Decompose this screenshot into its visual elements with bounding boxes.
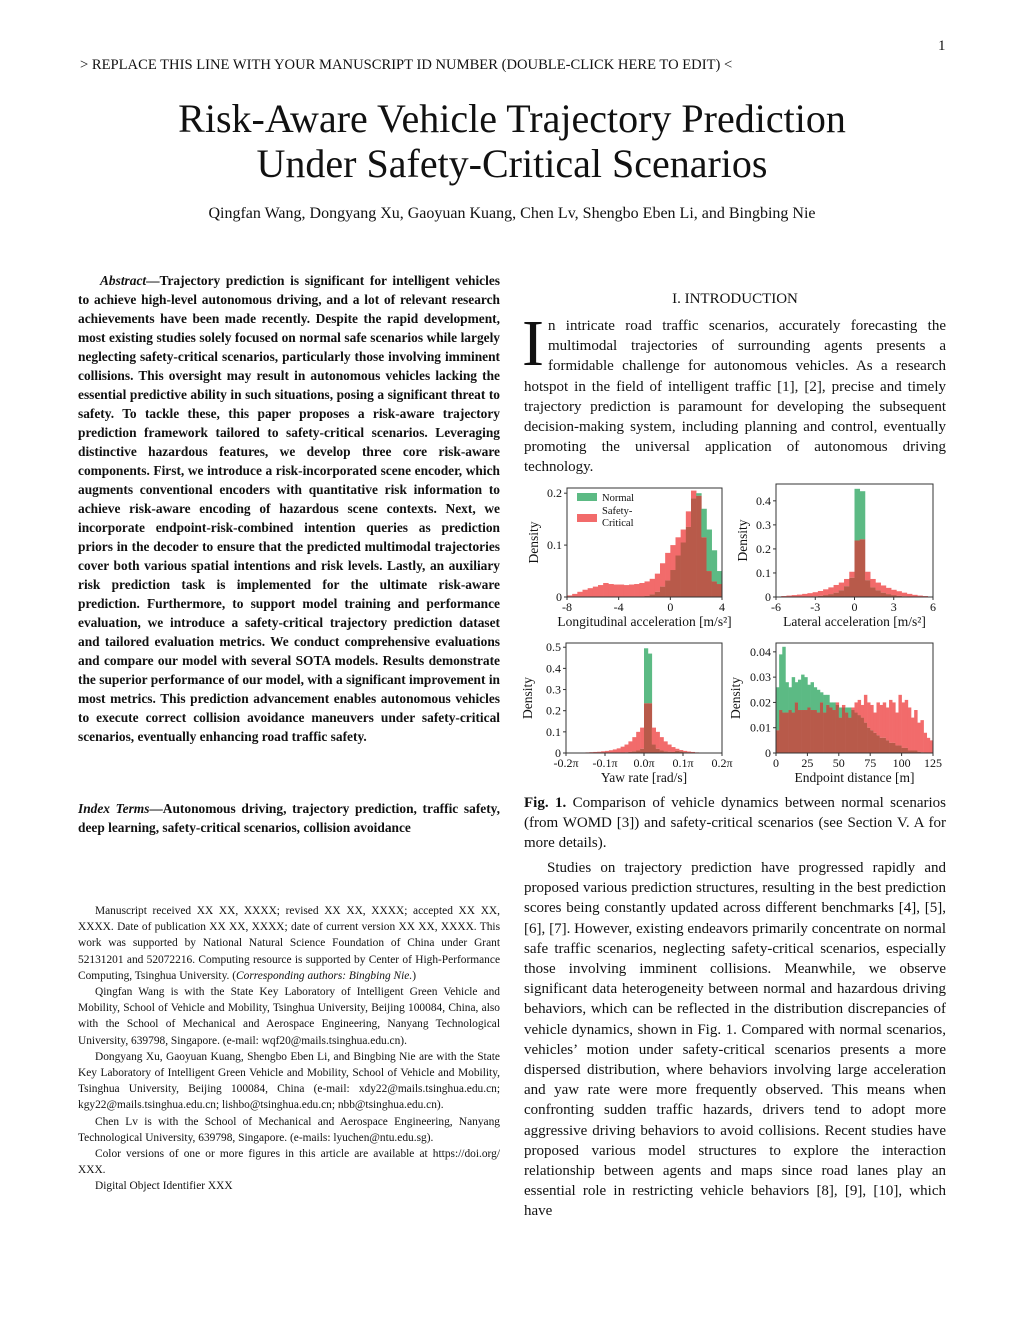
drop-cap: I <box>522 307 544 380</box>
histogram-bar-overlap <box>873 733 876 753</box>
histogram-bar-safety-critical <box>691 491 696 499</box>
histogram-bar-safety-critical <box>905 700 908 748</box>
histogram-bar-safety-critical <box>665 553 670 581</box>
histogram-bar-overlap <box>681 543 686 598</box>
histogram-bar-safety-critical <box>865 572 871 580</box>
y-tick-label: 0.04 <box>750 644 771 659</box>
histogram-bar-safety-critical <box>634 584 639 597</box>
histogram-bar-safety-critical <box>883 702 886 737</box>
histogram-bar-safety-critical <box>828 587 834 594</box>
x-tick-label: 0.2π <box>711 756 733 770</box>
histogram-bar-safety-critical <box>687 752 691 753</box>
footnote-affiliation-2: Dongyang Xu, Gaoyuan Kuang, Shengbo Eben Li, and Bingbing Nie are with the State Key Laboratory of Intelligent Green Vehicle and Mobility, School of Vehicle and Mobility, Tsinghua University, Beijing 100084, China (e-mail: xdy22@mails.tsinghua.edu.cn; kgy22@mails.tsinghua.edu.cn; lishbo@tsinghua.edu.cn; nbb@tsinghua.edu.cn). <box>78 1050 500 1112</box>
y-tick-label: 0 <box>765 746 771 760</box>
x-tick-label: 0 <box>851 600 858 614</box>
histogram-bar-overlap <box>814 710 817 753</box>
page-number: 1 <box>938 38 946 54</box>
histogram-bar-overlap <box>826 705 829 753</box>
histogram-bar-safety-critical <box>628 741 632 752</box>
histogram-bar-safety-critical <box>650 579 655 595</box>
histogram-bar-safety-critical <box>886 588 892 594</box>
histogram-bar-overlap <box>865 580 871 597</box>
histogram-bar-normal <box>826 695 829 705</box>
histogram-bar-normal <box>648 654 652 704</box>
x-axis-label: Yaw rate [rad/s] <box>600 770 688 785</box>
histogram-bar-overlap <box>851 710 854 753</box>
x-tick-label: 4 <box>719 600 725 614</box>
x-tick-label: 0.1π <box>672 756 694 770</box>
y-axis-label: Density <box>526 521 541 564</box>
histogram-bar-overlap <box>696 496 701 597</box>
y-tick-label: 0.02 <box>750 695 771 710</box>
histogram-bar-overlap <box>660 587 665 597</box>
histogram-bar-overlap <box>655 592 660 597</box>
histogram-bar-safety-critical <box>818 591 824 596</box>
histogram-bar-normal <box>792 677 795 712</box>
histogram-bar-safety-critical <box>593 587 598 597</box>
histogram-bar-safety-critical <box>844 579 850 586</box>
index-terms <box>78 799 500 837</box>
histogram-bar-normal <box>782 647 785 713</box>
histogram-bar-safety-critical <box>679 750 683 751</box>
histogram-bar-overlap <box>881 593 887 597</box>
histogram-bar-safety-critical <box>891 590 897 595</box>
y-tick-label: 0.01 <box>750 720 771 735</box>
histogram-bar-safety-critical <box>683 751 687 752</box>
histogram-bar-safety-critical <box>927 738 930 753</box>
histogram-bar-overlap <box>804 710 807 753</box>
corresponding-authors: Corresponding authors: Bingbing Nie. <box>236 969 413 982</box>
histogram-bar-safety-critical <box>617 748 621 752</box>
histogram-bar-overlap <box>707 571 712 597</box>
x-tick-label: -6 <box>771 600 781 614</box>
histogram-bar-overlap <box>870 587 876 597</box>
histogram-bar-overlap <box>855 541 861 598</box>
histogram-bar-normal <box>712 550 717 581</box>
histogram-bar-safety-critical <box>902 702 905 748</box>
x-axis-label: Longitudinal acceleration [m/s²] <box>557 614 732 629</box>
histogram-bar-normal <box>845 707 848 712</box>
histogram-bar-overlap <box>789 710 792 753</box>
histogram-bar-overlap <box>839 590 845 597</box>
footnote-text: ) <box>412 969 416 982</box>
y-tick-label: 0.03 <box>750 670 771 685</box>
histogram-bar-safety-critical <box>667 745 671 752</box>
histogram-bar-safety-critical <box>660 737 664 750</box>
histogram-bar-safety-critical <box>652 728 656 745</box>
x-tick-label: 25 <box>801 756 814 770</box>
intro-paragraph-1 <box>522 307 946 478</box>
histogram-bar-overlap <box>895 745 898 753</box>
histogram-bar-overlap <box>782 713 785 753</box>
histogram-bar-safety-critical <box>624 585 629 597</box>
histogram-bar-safety-critical <box>629 585 634 597</box>
histogram-bar-safety-critical <box>875 583 881 591</box>
histogram-bar-safety-critical <box>603 583 608 597</box>
histogram-bar-normal <box>814 687 817 710</box>
x-tick-label: 0 <box>667 600 674 614</box>
x-tick-label: 100 <box>892 756 911 770</box>
y-tick-label: 0.1 <box>547 538 562 553</box>
histogram-bar-normal <box>789 687 792 710</box>
histogram-bar-safety-critical <box>851 707 854 710</box>
histogram-bar-overlap <box>836 705 839 753</box>
footnote-text: Manuscript received XX XX, XXXX; revised XX XX, XXXX; accepted XX XX, XXXX. Date of publication XX XX, XXXX; date of current version XX XX, XXXX. This work was supported by National Natural Science Foundation of China under Grant 52131201 and 52072216. Computing resource is supported by Center of High-Performance Computing, Tsinghua University. ( <box>78 905 500 982</box>
histogram-bar-safety-critical <box>892 702 895 742</box>
histogram-bar-safety-critical <box>924 733 927 753</box>
histogram-bar-safety-critical <box>864 695 867 723</box>
histogram-bar-safety-critical <box>640 728 644 749</box>
x-tick-label: -0.1π <box>592 756 618 770</box>
histogram-bar-safety-critical <box>813 592 819 596</box>
histogram-bar-overlap <box>864 723 867 753</box>
histogram-bar-safety-critical <box>849 572 855 578</box>
histogram-bar-safety-critical <box>867 702 870 727</box>
y-tick-label: 0.4 <box>546 661 561 676</box>
x-tick-label: -3 <box>810 600 821 614</box>
legend-label-safety-critical: Critical <box>602 518 634 529</box>
footnote-color-versions: Color versions of one or more figures in this article are available at https://doi.org/ XXX. <box>78 1148 500 1177</box>
histogram-bar-overlap <box>811 710 814 753</box>
histogram-bar-safety-critical <box>655 574 660 592</box>
histogram-bar-safety-critical <box>621 747 625 753</box>
histogram-bar-normal <box>644 648 648 703</box>
histogram-bar-safety-critical <box>858 700 861 715</box>
histogram-bar-safety-critical <box>807 593 813 596</box>
histogram-bar-safety-critical <box>660 563 665 586</box>
histogram-bar-overlap <box>839 718 842 753</box>
histogram-bar-normal <box>696 493 701 496</box>
histogram-bar-overlap <box>892 743 895 753</box>
histogram-bar-overlap <box>849 578 855 597</box>
y-tick-label: 0 <box>555 746 561 760</box>
histogram-bar-safety-critical <box>895 713 898 746</box>
histogram-bar-normal <box>848 707 851 717</box>
histogram-bar-safety-critical <box>664 741 668 751</box>
histogram-bar-safety-critical <box>907 594 913 597</box>
histogram-bar-safety-critical <box>870 579 876 587</box>
x-tick-label: -0.2π <box>553 756 579 770</box>
y-tick-label: 0.2 <box>546 703 561 718</box>
x-tick-label: 75 <box>864 756 877 770</box>
histogram-bar-normal <box>795 682 798 702</box>
intro-paragraph-1-text: n intricate road traffic scenarios, accurately forecasting the multimodal trajectories of surrounding agents presents a formidable challenge for autonomous vehicles. As a research hotspot in the field of intelligent traffic [1], [2], precise and timely trajectory prediction is paramount for developing the subsequent decision-making system, including planning and control, eventually promoting the universal application of autonomous driving technology. <box>524 318 946 476</box>
abstract-text: Trajectory prediction is significant for intelligent vehicles to achieve high-level autonomous driving, and a lot of relevant research achievements have been made recently. Despite the rapid development, most existing studies solely focused on normal safe scenarios while largely neglecting safety-critical scenarios, particularly those involving imminent collisions. This oversight may result in autonomous vehicles lacking the essential predictive ability in such situations, posing a significant threat to safety. To tackle these, this paper proposes a risk-aware trajectory prediction framework tailored to safety-critical scenarios. Leveraging distinctive hazardous features, we develop three core risk-aware components. First, we introduce a risk-incorporated scene encoder, which augments conventional encoders with quantitative risk information to achieve risk-aware encoding of hazardous scene contexts. Next, we incorporate endpoint-risk-combined intention queries as prediction priors in the decoder to ensure that the predicted multimodal trajectories cover both various spatial intentions and risk levels. Lastly, an auxiliary risk prediction task is implemented for the ultimate risk-aware prediction. Furthermore, to support model training and performance evaluation, we introduce a safety-critical trajectory prediction dataset and tailored evaluation metrics. We conduct comprehensive evaluations and compare our model with several SOTA models. Results demonstrate the superior performance of our model, with a significant improvement in most metrics. This prediction advancement enables autonomous vehicles to execute correct collision avoidance maneuvers under safety-critical scenarios, eventually enhancing road traffic safety. <box>78 273 500 744</box>
histogram-bar-safety-critical <box>675 749 679 751</box>
title-line-1: Risk-Aware Vehicle Trajectory Prediction <box>178 96 846 141</box>
x-axis-label: Endpoint distance [m] <box>794 770 915 785</box>
histogram-bar-normal <box>811 682 814 710</box>
histogram-bar-safety-critical <box>920 720 923 752</box>
histogram-bar-safety-critical <box>636 732 640 751</box>
histogram-bar-overlap <box>717 584 722 597</box>
histogram-bar-safety-critical <box>902 593 908 597</box>
histogram-bar-overlap <box>798 710 801 753</box>
legend-swatch-safety-critical <box>577 514 597 522</box>
histogram-bar-normal <box>860 491 866 539</box>
histogram-bar-overlap <box>870 730 873 753</box>
y-tick-label: 0 <box>765 590 771 604</box>
histogram-bar-normal <box>817 690 820 713</box>
histogram-bar-safety-critical <box>886 707 889 740</box>
histogram-bar-safety-critical <box>802 594 808 597</box>
histogram-bar-overlap <box>665 580 670 597</box>
y-tick-label: 0 <box>556 590 562 604</box>
histogram-bar-safety-critical <box>834 585 840 593</box>
histogram-bar-safety-critical <box>598 585 603 597</box>
histogram-bar-overlap <box>876 735 879 753</box>
y-axis-label: Density <box>728 677 743 719</box>
histogram-bar-safety-critical <box>912 595 918 597</box>
histogram-bar-safety-critical <box>676 537 681 555</box>
histogram-bar-normal <box>807 685 810 708</box>
y-tick-label: 0.3 <box>546 682 561 697</box>
histogram-bar-overlap <box>779 710 782 753</box>
histogram-bar-overlap <box>829 707 832 753</box>
histogram-bar-overlap <box>875 590 881 597</box>
histogram-bar-overlap <box>686 527 691 597</box>
title-line-2: Under Safety-Critical Scenarios <box>256 141 768 186</box>
footnote-affiliation-1: Qingfan Wang is with the State Key Laboratory of Intelligent Green Vehicle and Mobility, School of Vehicle and Mobility, Tsinghua University, Beijing 100084, China, also with the School of Mechanical and Aerospace Engineering, Nanyang Technological University, 639798, Singapore. (e-mail: wqf20@mails.tsinghua.edu.cn). <box>78 986 500 1047</box>
histogram-bar-safety-critical <box>645 581 650 596</box>
histogram-bar-overlap <box>670 570 675 597</box>
histogram-bar-overlap <box>858 715 861 753</box>
paper-title <box>0 96 1024 186</box>
histogram-bar-safety-critical <box>881 585 887 592</box>
histogram-bar-overlap <box>817 713 820 753</box>
histogram-bar-overlap <box>844 586 850 597</box>
histogram-bar-safety-critical <box>614 585 619 597</box>
y-tick-label: 0.2 <box>547 486 562 501</box>
x-tick-label: 0.0π <box>633 756 655 770</box>
histogram-bar-overlap <box>792 713 795 753</box>
histogram-bar-normal <box>717 571 722 584</box>
histogram-bar-safety-critical <box>583 590 588 597</box>
histogram-bar-normal <box>779 654 782 710</box>
histogram-bar-safety-critical <box>911 718 914 751</box>
histogram-bar-safety-critical <box>823 589 829 595</box>
histogram-bar-safety-critical <box>839 583 845 591</box>
histogram-bar-overlap <box>676 555 681 597</box>
histogram-bar-safety-critical <box>880 705 883 738</box>
histogram-bar-normal <box>801 675 804 710</box>
x-tick-label: 3 <box>890 600 897 614</box>
histogram-bar-normal <box>833 702 836 710</box>
footnote <box>78 903 500 1195</box>
histogram-bar-overlap <box>860 539 866 597</box>
histogram-bar-normal <box>804 677 807 710</box>
histogram-bar-normal <box>798 680 801 710</box>
histogram-bar-safety-critical <box>842 705 845 708</box>
y-axis-label: Density <box>735 519 750 562</box>
histogram-bar-normal <box>776 687 779 730</box>
histogram-bar-overlap <box>691 498 696 597</box>
histogram-bar-safety-critical <box>671 747 675 752</box>
histogram-bar-overlap <box>823 713 826 753</box>
histogram-bar-normal <box>823 695 826 713</box>
legend-label-safety-critical: Safety- <box>602 506 633 517</box>
histogram-bar-normal <box>701 509 706 538</box>
histogram-bar-normal <box>855 489 861 541</box>
x-tick-label: 6 <box>930 600 936 614</box>
histogram-bar-overlap <box>652 745 656 753</box>
histogram-bar-normal <box>829 702 832 707</box>
histogram-bar-normal <box>820 692 823 702</box>
y-tick-label: 0.3 <box>756 517 771 532</box>
histogram-bar-overlap <box>889 743 892 753</box>
histogram-bar-normal <box>785 682 788 712</box>
histogram-bar-safety-critical <box>917 723 920 752</box>
x-axis-label: Lateral acceleration [m/s²] <box>783 614 926 629</box>
histogram-bar-overlap <box>776 730 779 753</box>
histogram-bar-overlap <box>883 738 886 753</box>
x-tick-label: 125 <box>924 756 942 770</box>
histogram-bar-overlap <box>712 581 717 597</box>
histogram-bar-overlap <box>656 749 660 753</box>
histogram-bar-safety-critical <box>896 591 902 596</box>
histogram-bar-safety-critical <box>619 585 624 597</box>
histogram-bar-safety-critical <box>588 588 593 597</box>
histogram-bar-safety-critical <box>625 745 629 753</box>
figure-1 <box>520 480 950 790</box>
figure-caption-text: Comparison of vehicle dynamics between normal scenarios (from WOMD [3]) and safety-critical scenarios (see Section V. A for more details). <box>524 795 946 852</box>
histogram-bar-safety-critical <box>681 530 686 543</box>
histogram-bar-overlap <box>842 707 845 753</box>
histogram-bar-overlap <box>701 537 706 597</box>
section-heading-introduction: I. INTRODUCTION <box>672 291 798 307</box>
histogram-bar-overlap <box>833 710 836 753</box>
histogram-bar-overlap <box>880 738 883 753</box>
histogram-bar-safety-critical <box>836 702 839 705</box>
histogram-bar-overlap <box>801 710 804 753</box>
intro-paragraph-2: Studies on trajectory prediction have progressed rapidly and proposed various prediction structures, resulting in the best prediction scores being constantly updated across different benchmarks [4], [5], [6], [7]. However, existing endeavors primarily concentrate on normal safe traffic scenarios, neglecting safety-critical scenarios, especially those involving imminent collisions. Meanwhile, we observe significant data heterogeneity between normal and hazardous driving behaviors, which can be reflected in the distribution discrepancies of vehicle dynamics, shown in Fig. 1. Compared with normal scenarios, vehicles’ motion under safety-critical scenarios presents a more dispersed distribution, where behaviors involving large acceleration and yaw rate were more frequently observed. This means when confronting sudden traffic hazards, drivers tend to adopt more aggressive driving behaviors to avoid collisions. Recent studies have proposed various model structures to explore the interaction relationship between agents and maps since road lanes play an essential role in restricting vehicle behaviors [8], [9], [10], which have <box>524 860 946 1220</box>
index-terms-dash: — <box>149 801 163 816</box>
abstract-dash: — <box>146 273 160 288</box>
histogram-bar-safety-critical <box>639 583 644 597</box>
x-tick-label: -8 <box>562 600 572 614</box>
histogram-bar-overlap <box>834 593 840 597</box>
histogram-bar-safety-critical <box>577 592 582 597</box>
histogram-bar-overlap <box>845 713 848 753</box>
abstract <box>78 271 500 746</box>
histogram-bar-overlap <box>644 703 648 753</box>
histogram-bar-overlap <box>807 707 810 753</box>
histogram-bar-safety-critical <box>613 749 617 753</box>
x-tick-label: 50 <box>832 756 845 770</box>
histogram-bar-safety-critical <box>873 713 876 733</box>
index-terms-text: Autonomous driving, trajectory prediction, traffic safety, deep learning, safety-critical scenarios, collision avoidance <box>78 801 500 835</box>
y-tick-label: 0.5 <box>546 640 561 655</box>
y-tick-label: 0.2 <box>756 541 771 556</box>
histogram-bar-safety-critical <box>898 695 901 746</box>
histogram-bar-safety-critical <box>914 710 917 750</box>
histogram-bar-normal <box>839 707 842 717</box>
y-tick-label: 0.1 <box>546 724 561 739</box>
figure-caption <box>524 793 946 854</box>
y-axis-label: Density <box>520 677 535 719</box>
legend-label-normal: Normal <box>602 493 635 504</box>
histogram-bar-safety-critical <box>632 737 636 751</box>
histogram-bar-overlap <box>848 718 851 753</box>
histogram-bar-overlap <box>640 749 644 753</box>
footnote-doi: Digital Object Identifier XXX <box>95 1180 233 1193</box>
histogram-bar-safety-critical <box>608 584 613 597</box>
histogram-bar-overlap <box>785 713 788 753</box>
histogram-bar-safety-critical <box>889 700 892 743</box>
x-tick-label: 0 <box>773 756 779 770</box>
histogram-bar-overlap <box>855 713 858 753</box>
x-tick-label: -4 <box>613 600 624 614</box>
histogram-bar-overlap <box>867 728 870 753</box>
histogram-bar-overlap <box>905 748 908 753</box>
abstract-label: Abstract <box>100 273 147 288</box>
figure-label: Fig. 1. <box>524 795 567 811</box>
histogram-bar-safety-critical <box>855 702 858 712</box>
footnote-affiliation-3: Chen Lv is with the School of Mechanical and Aerospace Engineering, Nanyang Technological University, 639798, Singapore. (e-mails: lyuchen@ntu.edu.sg). <box>78 1115 500 1144</box>
histogram-bar-overlap <box>648 703 652 753</box>
histogram-bar-overlap <box>886 740 889 753</box>
y-tick-label: 0.1 <box>756 565 771 580</box>
histogram-bar-overlap <box>861 718 864 753</box>
histogram-bar-overlap <box>820 702 823 753</box>
footnote-manuscript-info <box>78 903 500 984</box>
histogram-bar-overlap <box>795 702 798 753</box>
histogram-bar-overlap <box>898 745 901 753</box>
histogram-bar-safety-critical <box>908 707 911 750</box>
histogram-bar-normal <box>707 530 712 572</box>
author-list: Qingfan Wang, Dongyang Xu, Gaoyuan Kuang, Chen Lv, Shengbo Eben Li, and Bingbing Nie <box>208 205 816 222</box>
histogram-bar-safety-critical <box>656 732 660 749</box>
histogram-bar-safety-critical <box>861 705 864 718</box>
histogram-bar-safety-critical <box>876 702 879 735</box>
legend-swatch-normal <box>577 493 597 501</box>
histogram-bar-safety-critical <box>870 705 873 730</box>
histogram-bar-safety-critical <box>686 511 691 527</box>
y-tick-label: 0.4 <box>756 493 771 508</box>
histogram-bar-safety-critical <box>670 545 675 570</box>
histogram-bar-overlap <box>902 748 905 753</box>
index-terms-label: Index Terms <box>78 801 150 816</box>
manuscript-id-line[interactable]: > REPLACE THIS LINE WITH YOUR MANUSCRIPT ID NUMBER (DOUBLE-CLICK HERE TO EDIT) < <box>80 57 733 73</box>
